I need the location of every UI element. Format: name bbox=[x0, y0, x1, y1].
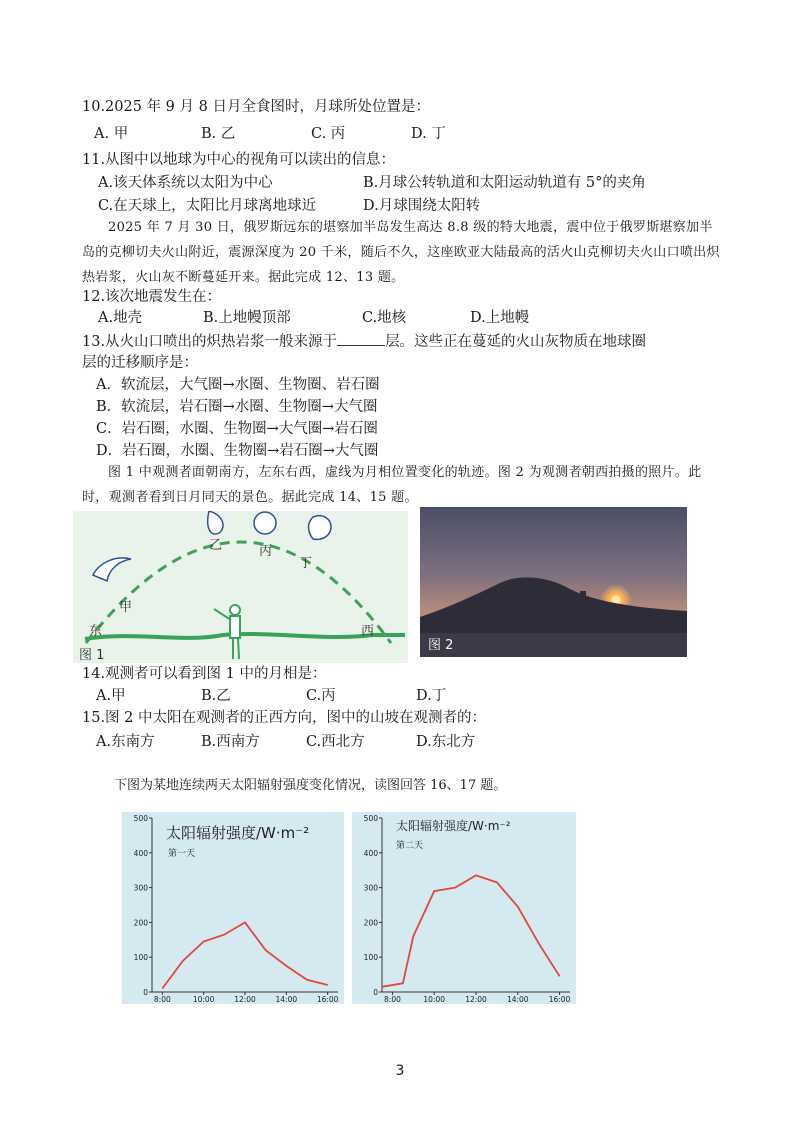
y-tick-label: 0 bbox=[373, 988, 378, 997]
q13-option-b: B．软流层，岩石圈→水圈、生物圈→大气圈 bbox=[96, 399, 378, 415]
q11-option-a: A.该天体系统以太阳为中心 bbox=[98, 175, 273, 191]
x-tick-label: 14:00 bbox=[506, 995, 529, 1004]
x-tick-label: 12:00 bbox=[465, 995, 487, 1004]
chart-1-title: 太阳辐射强度/W·m⁻² bbox=[166, 824, 310, 842]
direction-west: 西 bbox=[361, 624, 375, 639]
moon-yi-icon bbox=[208, 511, 223, 534]
y-tick-label: 200 bbox=[363, 918, 378, 928]
pagoda-icon bbox=[580, 591, 586, 603]
x-tick-label: 14:00 bbox=[275, 995, 298, 1004]
moon-bing-icon bbox=[254, 512, 276, 534]
q12-option-a: A.地壳 bbox=[98, 310, 143, 326]
q13-stem-line1 bbox=[82, 331, 646, 352]
q11-option-b: B.月球公转轨道和太阳运动轨道有 5°的夹角 bbox=[363, 175, 646, 191]
x-tick-label: 12:00 bbox=[234, 995, 256, 1004]
figure-1-moon-path bbox=[73, 511, 408, 663]
y-tick-label: 0 bbox=[143, 988, 148, 997]
moon-ding-icon bbox=[309, 516, 332, 540]
x-tick-label: 16:00 bbox=[316, 995, 339, 1004]
q10-option-d: D. 丁 bbox=[411, 126, 446, 142]
q10-option-b: B. 乙 bbox=[201, 126, 236, 142]
q12-option-b: B.上地幔顶部 bbox=[203, 310, 291, 326]
chart-2-title: 太阳辐射强度/W·m⁻² bbox=[396, 819, 511, 833]
q10-option-a: A. 甲 bbox=[94, 126, 129, 142]
q12-option-c: C.地核 bbox=[362, 310, 407, 326]
q12-option-d: D.上地幔 bbox=[470, 310, 530, 326]
q12-stem: 12.该次地震发生在： bbox=[82, 289, 222, 305]
chart-day-2-svg bbox=[352, 812, 576, 1004]
q10-stem: 10.2025 年 9 月 8 日月全食图时，月球所处位置是： bbox=[82, 99, 430, 115]
direction-east: 东 bbox=[89, 624, 103, 639]
figure-2-svg bbox=[420, 507, 687, 657]
passage-earthquake: 2025 年 7 月 30 日，俄罗斯远东的堪察加半岛发生高达 8.8 级的特大地震，震中位于俄罗斯堪察加半岛的克柳切夫火山附近，震源深度为 20 千米，随后不久，这座欧亚大陆最高的活火山克柳切夫火山口喷出炽热岩浆，火山灰不断蔓延开来。据此完成 12、13 题。 bbox=[82, 220, 720, 285]
q15-stem: 15.图 2 中太阳在观测者的正西方向，图中的山坡在观测者的： bbox=[82, 710, 487, 726]
moon-label-bing: 丙 bbox=[259, 544, 273, 559]
moon-label-yi: 乙 bbox=[209, 538, 223, 553]
x-tick-label: 8:00 bbox=[384, 995, 401, 1004]
figure-2-label: 图 2 bbox=[428, 638, 454, 653]
y-tick-label: 100 bbox=[133, 953, 148, 963]
passage-moon-phase: 图 1 中观测者面朝南方，左东右西，虚线为月相位置变化的轨迹。图 2 为观测者朝西拍摄的照片。此时，观测者看到日月同天的景色。据此完成 14、15 题。 bbox=[82, 465, 702, 505]
chart-2-subtitle: 第二天 bbox=[396, 841, 424, 851]
chart-day-1-svg bbox=[122, 812, 344, 1004]
q13-option-c: C．岩石圈，水圈、生物圈→大气圈→岩石圈 bbox=[96, 421, 378, 437]
chart-day-1 bbox=[122, 812, 344, 1004]
q13-stem-part2: 层。这些正在蔓延的火山灰物质在地球圈 bbox=[385, 334, 647, 350]
x-tick-label: 8:00 bbox=[153, 995, 171, 1004]
radiation-series-line bbox=[162, 922, 327, 988]
moon-label-jia: 甲 bbox=[119, 600, 133, 615]
moon-label-ding: 丁 bbox=[299, 556, 313, 571]
q13-option-a: A．软流层，大气圈→水圈、生物圈、岩石圈 bbox=[96, 377, 380, 393]
q11-option-c: C.在天球上，太阳比月球离地球近 bbox=[98, 198, 317, 214]
q15-option-a: A.东南方 bbox=[96, 734, 155, 750]
q13-option-d: D．岩石圈，水圈、生物圈→岩石圈→大气圈 bbox=[96, 443, 379, 459]
page-number: 3 bbox=[395, 1063, 405, 1079]
q15-option-b: B.西南方 bbox=[201, 734, 260, 750]
moon-jia-icon bbox=[93, 558, 131, 581]
y-tick-label: 400 bbox=[133, 848, 148, 858]
q10-option-c: C. 丙 bbox=[311, 126, 346, 142]
q13-stem-part1: 13.从火山口喷出的炽热岩浆一般来源于 bbox=[82, 334, 338, 350]
q13-stem-line2: 层的迁移顺序是： bbox=[82, 355, 198, 371]
y-tick-label: 100 bbox=[363, 953, 378, 963]
figure-1-label: 图 1 bbox=[79, 648, 105, 663]
x-tick-label: 16:00 bbox=[548, 995, 571, 1004]
q14-option-b: B.乙 bbox=[201, 688, 231, 704]
y-tick-label: 300 bbox=[133, 883, 148, 893]
passage-radiation: 下图为某地连续两天太阳辐射强度变化情况，读图回答 16、17 题。 bbox=[114, 778, 507, 793]
q14-option-d: D.丁 bbox=[416, 688, 447, 704]
q14-option-a: A.甲 bbox=[96, 688, 126, 704]
q13-answer-blank[interactable] bbox=[337, 331, 385, 346]
chart-day-2 bbox=[352, 812, 576, 1004]
q11-stem: 11.从图中以地球为中心的视角可以读出的信息： bbox=[82, 152, 396, 168]
q14-stem: 14.观测者可以看到图 1 中的月相是： bbox=[82, 666, 327, 682]
chart-1-subtitle: 第一天 bbox=[168, 849, 196, 859]
q15-option-d: D.东北方 bbox=[416, 734, 476, 750]
x-tick-label: 10:00 bbox=[423, 995, 446, 1004]
y-tick-label: 400 bbox=[363, 848, 378, 858]
ground-line bbox=[85, 634, 405, 639]
figure-2-sunset-photo bbox=[420, 507, 687, 657]
y-tick-label: 200 bbox=[133, 918, 148, 928]
observer-figure-icon bbox=[214, 605, 240, 659]
y-tick-label: 500 bbox=[133, 814, 148, 823]
q15-option-c: C.西北方 bbox=[306, 734, 365, 750]
y-tick-label: 500 bbox=[363, 814, 378, 823]
radiation-series-line bbox=[382, 875, 560, 986]
q14-option-c: C.丙 bbox=[306, 688, 336, 704]
y-tick-label: 300 bbox=[363, 883, 378, 893]
q11-option-d: D.月球围绕太阳转 bbox=[363, 198, 481, 214]
figure-1-svg bbox=[73, 511, 408, 663]
x-tick-label: 10:00 bbox=[192, 995, 215, 1004]
